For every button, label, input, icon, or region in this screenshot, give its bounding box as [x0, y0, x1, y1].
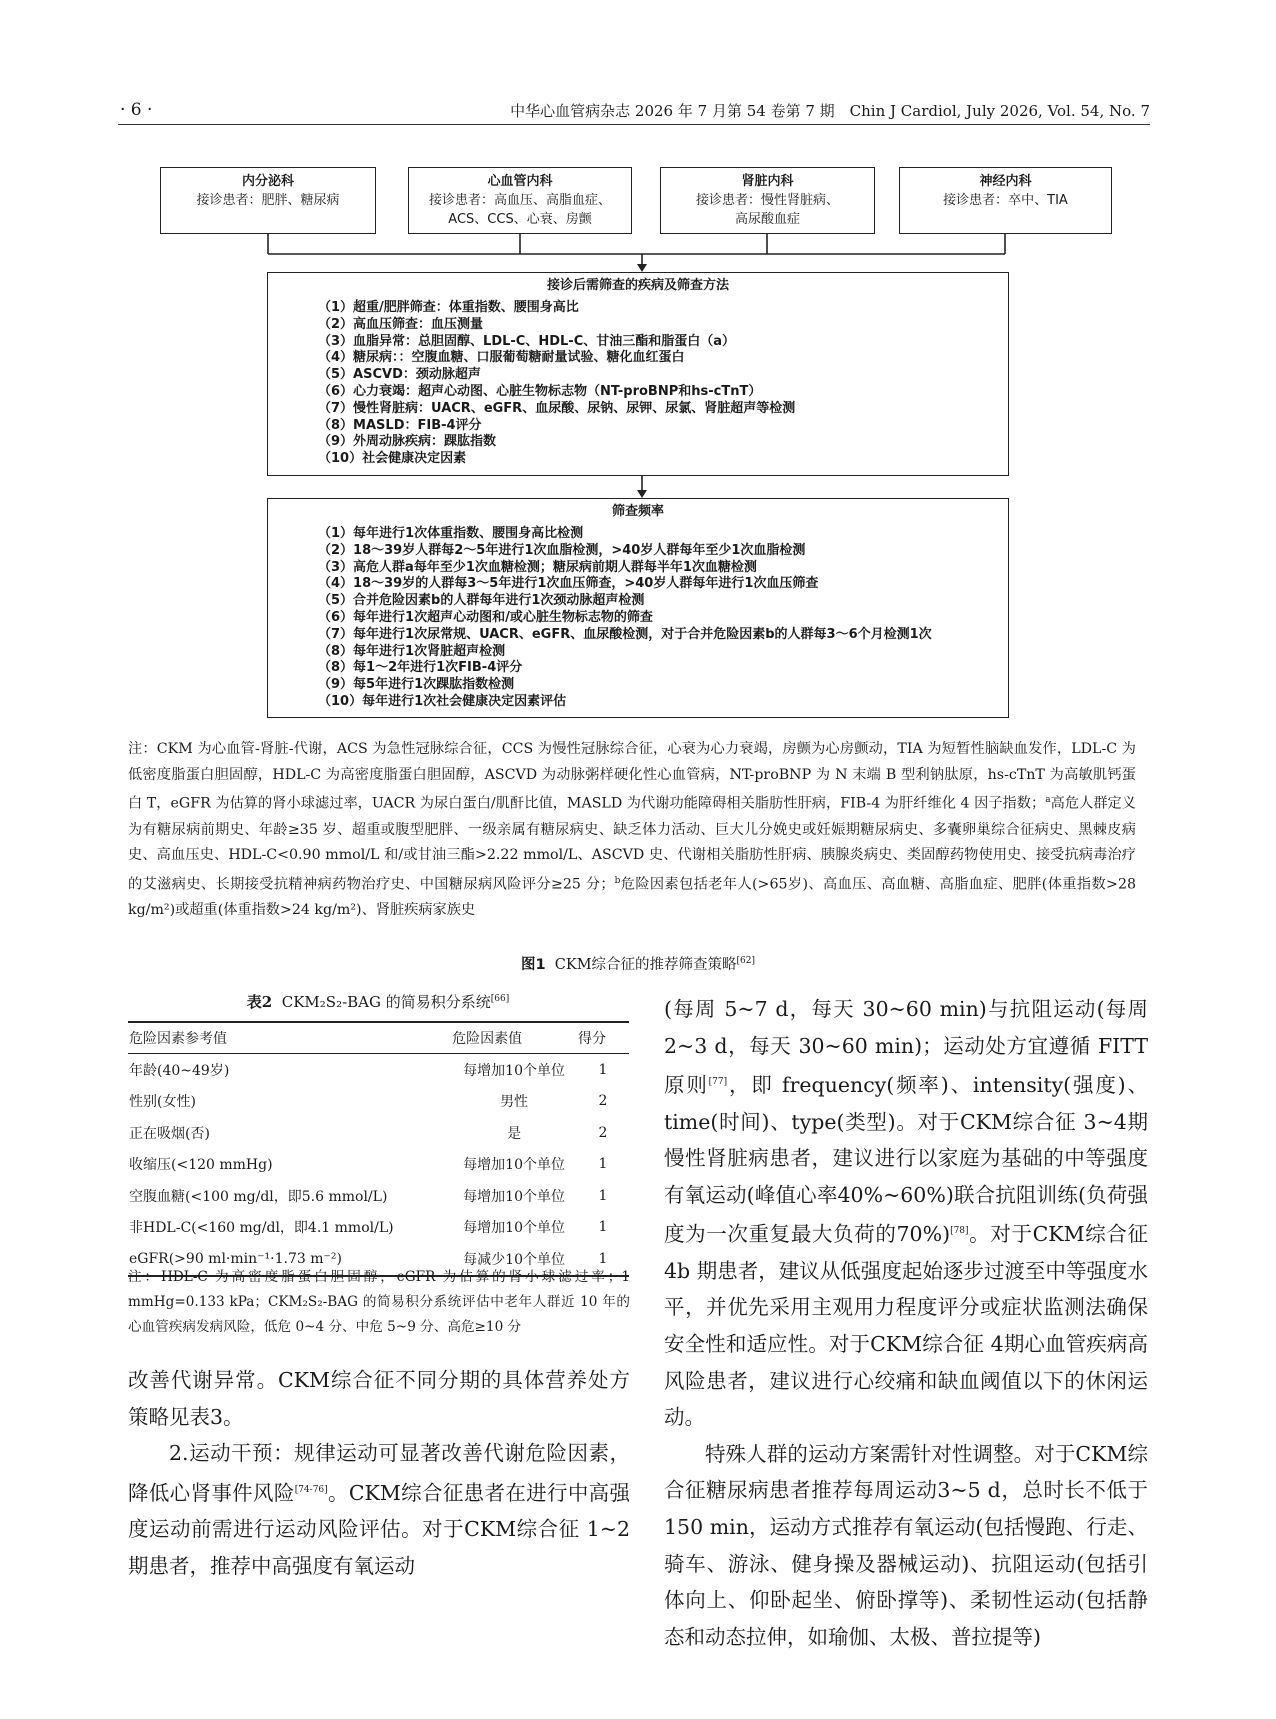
cell-value: 每增加10个单位	[463, 1157, 565, 1174]
figure-ref: [62]	[736, 956, 756, 967]
cell-value: 是	[507, 1125, 522, 1142]
cell-reference: 收缩压(<120 mmHg)	[129, 1157, 273, 1174]
screening-frequency-box	[267, 498, 1009, 718]
screening-item: （3）血脂异常：总胆固醇、LDL-C、HDL-C、甘油三酯和脂蛋白（a）	[318, 333, 736, 349]
screening-item: （9）外周动脉疾病：踝肱指数	[318, 434, 497, 450]
figure-caption	[0, 953, 1276, 974]
cell-value: 每增加10个单位	[463, 1188, 565, 1205]
dept-patients-cont: ACS、CCS、心衰、房颤	[448, 212, 592, 227]
frequency-item: （7）每年进行1次尿常规、UACR、eGFR、血尿酸检测，对于合并危险因素b的人群每3～6个月检测1次	[318, 626, 932, 642]
table-note: 注：HDL-C 为高密度脂蛋白胆固醇，eGFR 为估算的肾小球滤过率；1 mmHg=0.133 kPa；CKM₂S₂-BAG 的简易积分系统评估中老年人群近 10 年的心血管疾病发病风险，低危 0~4 分、中危 5~9 分、高危≥10 分	[128, 1269, 630, 1335]
dept-patients-cont: 高尿酸血症	[734, 212, 800, 227]
citation: [77]	[708, 1077, 728, 1088]
cell-reference: eGFR(>90 ml·min⁻¹·1.73 m⁻²)	[128, 1243, 451, 1276]
cell-score: 1	[598, 1219, 608, 1236]
frequency-item: （5）合并危险因素b的人群每年进行1次颈动脉超声检测	[318, 593, 645, 609]
frequency-item: （6）每年进行1次超声心动图和/或心脏生物标志物的筛查	[318, 609, 653, 625]
table-title: CKM₂S₂-BAG 的简易积分系统	[281, 993, 491, 1011]
table-ref: [66]	[490, 994, 510, 1004]
citation: [78]	[950, 1226, 969, 1237]
frequency-item: （8）每年进行1次肾脏超声检测	[318, 643, 506, 659]
frequency-item: （2）18～39岁人群每2～5年进行1次血脂检测，>40岁人群每年至少1次血脂检测	[318, 542, 806, 558]
page-number: · 6 ·	[120, 100, 153, 120]
cell-score: 2	[598, 1093, 608, 1110]
frequency-item: （3）高危人群a每年至少1次血糖检测；糖尿病前期人群每半年1次血糖检测	[318, 559, 757, 575]
table-label: 表2	[246, 993, 273, 1011]
screening-item: （10）社会健康决定因素	[318, 451, 467, 467]
dept-title: 神经内科	[979, 174, 1032, 189]
screening-frequency-title: 筛查频率	[611, 504, 664, 519]
table-row	[128, 1117, 629, 1149]
col-header: 得分	[577, 1022, 629, 1054]
paragraph	[664, 991, 1148, 1436]
cell-reference: 正在吸烟(否)	[129, 1125, 210, 1142]
cell-reference: 性别(女性)	[129, 1094, 196, 1111]
cell-score: 1	[598, 1187, 608, 1204]
frequency-item: （9）每5年进行1次踝肱指数检测	[318, 677, 515, 693]
dept-patients: 接诊患者：慢性肾脏病、	[695, 193, 839, 208]
col-header: 危险因素值	[451, 1022, 577, 1054]
screening-item: （2）高血压筛查：血压测量	[318, 316, 484, 332]
figure-title: CKM综合征的推荐筛查策略	[554, 957, 737, 973]
body-left-column	[128, 1362, 630, 1584]
cell-reference: 年龄(40~49岁)	[129, 1062, 230, 1079]
paragraph-text: ，即 frequency(频率)、intensity(强度)、time(时间)、type(类型)。对于CKM综合征 3~4期慢性肾脏病患者，建议进行以家庭为基础的中等强度有氧运动(峰值心率40%~60%)联合抗阻训练(负荷强度为一次重复最大负荷的70%)	[664, 1073, 1148, 1247]
screening-methods-box	[267, 272, 1009, 476]
dept-title: 内分泌科	[241, 174, 294, 189]
frequency-item: （4）18～39岁的人群每3～5年进行1次血压筛查，>40岁人群每年进行1次血压筛查	[318, 576, 819, 592]
screening-item: （8）MASLD：FIB-4评分	[318, 417, 482, 433]
footnote-mark-a: a	[1045, 795, 1051, 806]
table-header-row	[128, 1022, 629, 1054]
screening-item: （4）糖尿病：：空腹血糖、口服葡萄糖耐量试验、糖化血红蛋白	[318, 350, 685, 366]
screening-item: （1）超重/肥胖筛查：体重指数、腰围身高比	[318, 300, 579, 315]
screening-item: （7）慢性肾脏病：UACR、eGFR、血尿酸、尿钠、尿钾、尿氯、肾脏超声等检测	[318, 400, 796, 416]
paragraph-text: 2.运动干预：规律运动可显著改善代谢危险因素，降低心肾事件风险	[128, 1441, 630, 1505]
cell-reference: 非HDL-C(<160 mg/dl，即4.1 mmol/L)	[129, 1220, 394, 1237]
cell-score: 1	[598, 1156, 608, 1173]
cell-score: 1	[598, 1061, 608, 1078]
cell-value: 每减少10个单位	[451, 1243, 577, 1276]
footnote-mark-b: b	[614, 875, 621, 886]
body-right-column	[664, 991, 1148, 1655]
paragraph-text: 。对于CKM综合征 4b 期患者，建议从低强度起始逐步过渡至中等强度水平，并优先采用主观用力程度评分或症状监测法确保安全性和适应性。对于CKM综合征 4期心血管疾病高风险患者，建议进行心绞痛和缺血阈值以下的休闲运动。	[664, 1222, 1148, 1430]
figure-label: 图1	[520, 957, 546, 973]
dept-patients: 接诊患者：高血压、高脂血症、	[428, 193, 611, 208]
screening-item: （6）心力衰竭：超声心动图、心脏生物标志物（NT-proBNP和hs-cTnT）	[318, 383, 762, 399]
dept-title: 肾脏内科	[741, 174, 794, 189]
journal-header: 中华心血管病杂志 2026 年 7 月第 54 卷第 7 期 Chin J Cardiol, July 2026, Vol. 54, No. 7	[510, 102, 1150, 120]
paragraph-text: 。CKM综合征患者在进行中高强度运动前需进行运动风险评估。对于CKM综合征 1~2 期患者，推荐中高强度有氧运动	[128, 1480, 630, 1578]
table-caption	[128, 991, 628, 1012]
cell-reference: 空腹血糖(<100 mg/dl，即5.6 mmol/L)	[129, 1188, 388, 1205]
screening-item: （5）ASCVD：颈动脉超声	[318, 367, 481, 383]
paragraph-exercise	[128, 1435, 630, 1584]
frequency-item: （8）每1～2年进行1次FIB-4评分	[318, 660, 523, 676]
dept-title: 心血管内科	[487, 174, 553, 189]
table-row	[128, 1149, 629, 1181]
paragraph-text: (每周 5~7 d，每天 30~60 min)与抗阻运动(每周 2~3 d，每天 30~60 min)；运动处方宜遵循 FITT 原则	[664, 997, 1148, 1098]
citation: [74-76]	[294, 1484, 328, 1495]
cell-value: 每增加10个单位	[463, 1062, 565, 1079]
table-row	[128, 1086, 629, 1118]
figure-note-part1: 注：CKM 为心血管-肾脏-代谢，ACS 为急性冠脉综合征，CCS 为慢性冠脉综合征，心衰为心力衰竭，房颤为心房颤动，TIA 为短暂性脑缺血发作，LDL-C 为低密度脂蛋白胆固醇，HDL-C 为高密度脂蛋白胆固醇，ASCVD 为动脉粥样硬化性心血管病，NT-proBNP 为 N 末端 B 型利钠肽原，hs-cTnT 为高敏肌钙蛋白 T，eGFR 为估算的肾小球滤过率，UACR 为尿白蛋白/肌酐比值，MASLD 为代谢功能障碍相关脂肪性肝病，FIB-4 为肝纤维化 4 因子指数；	[128, 741, 1136, 812]
cell-value: 每增加10个单位	[463, 1220, 565, 1237]
paragraph-special-populations: 特殊人群的运动方案需针对性调整。对于CKM综合征糖尿病患者推荐每周运动3~5 d，总时长不低于150 min，运动方式推荐有氧运动(包括慢跑、行走、骑车、游泳、健身操及器械运动)、抗阻运动(包括引体向上、仰卧起坐、俯卧撑等)、柔韧性运动(包括静态和动态拉伸，如瑜伽、太极、普拉提等)	[664, 1441, 1148, 1649]
cell-score: 1	[577, 1243, 629, 1276]
dept-patients: 接诊患者：卒中、TIA	[943, 193, 1068, 208]
dept-patients: 接诊患者：肥胖、糖尿病	[196, 193, 340, 208]
table-row	[128, 1212, 629, 1244]
table-row	[128, 1180, 629, 1212]
cell-value: 男性	[500, 1094, 529, 1111]
col-header: 危险因素参考值	[128, 1022, 451, 1054]
score-table	[128, 1021, 629, 1277]
table-row	[128, 1054, 629, 1086]
frequency-item: （1）每年进行1次体重指数、腰围身高比检测	[318, 526, 584, 541]
figure-note-part2: 高危人群定义为有糖尿病前期史、年龄≥35 岁、超重或腹型肥胖、一级亲属有糖尿病史、缺乏体力活动、巨大儿分娩史或妊娠期糖尿病史、多囊卵巢综合征病史、黑棘皮病史、高血压史、HDL-C<0.90 mmol/L 和/或甘油三酯>2.22 mmol/L、ASCVD 史、代谢相关脂肪性肝病、胰腺炎病史、类固醇药物使用史、接受抗病毒治疗的艾滋病史、长期接受抗精神病药物治疗史、中国糖尿病风险评分≥25 分；	[128, 795, 1136, 893]
paragraph: 改善代谢异常。CKM综合征不同分期的具体营养处方策略见表3。	[128, 1368, 630, 1429]
screening-methods-title: 接诊后需筛查的疾病及筛查方法	[546, 278, 729, 293]
figure-note-part3: 危险因素包括老年人(>65岁)、高血压、高血糖、高脂血症、肥胖(体重指数>28 kg/m²)或超重(体重指数>24 kg/m²)、肾脏疾病家族史	[128, 876, 1136, 919]
frequency-item: （10）每年进行1次社会健康决定因素评估	[318, 693, 567, 709]
cell-score: 2	[598, 1124, 608, 1141]
figure-note	[128, 737, 1136, 924]
